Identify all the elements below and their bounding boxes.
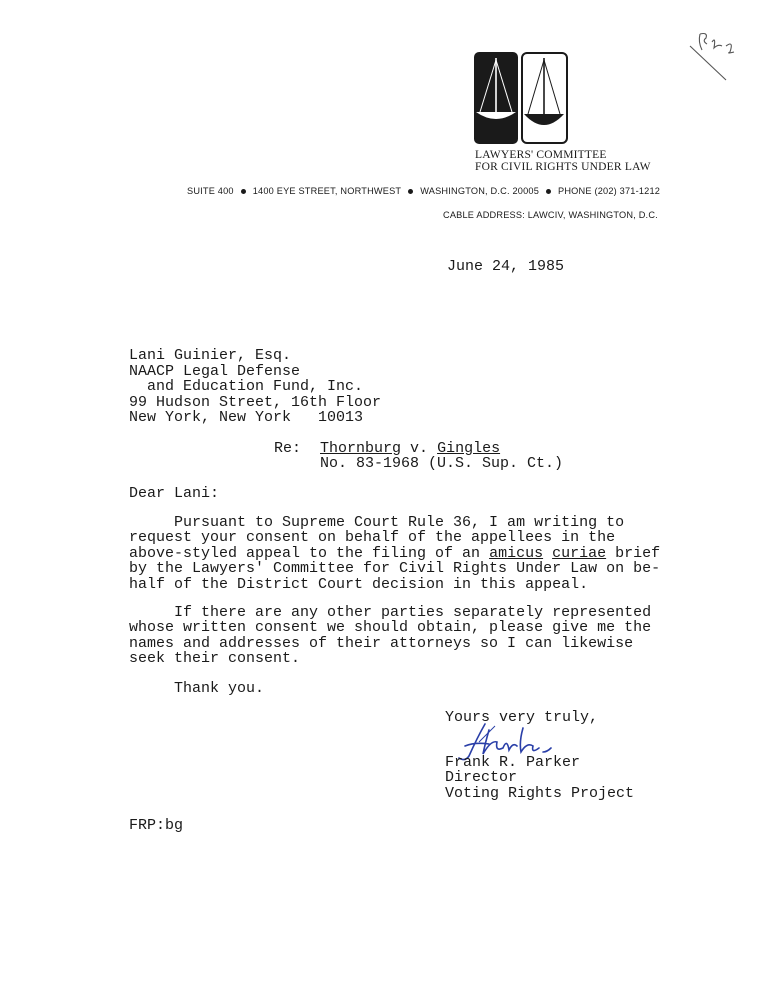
signer-department: Voting Rights Project	[445, 785, 635, 802]
closing: Yours very truly,	[445, 709, 599, 726]
re-label: Re:	[274, 440, 302, 457]
address-phone: PHONE (202) 371-1212	[558, 186, 661, 196]
address-street: 1400 EYE STREET, NORTHWEST	[252, 186, 402, 196]
reference-initials: FRP:bg	[129, 817, 184, 834]
recipient-line1: Lani Guinier, Esq.	[129, 347, 292, 364]
signer-name: Frank R. Parker	[445, 754, 581, 771]
paragraph2-line4: seek their consent.	[129, 650, 301, 667]
org-name-line1: LAWYERS' COMMITTEE	[475, 149, 607, 161]
signer-title: Director	[445, 769, 518, 786]
thank-you: Thank you.	[129, 680, 265, 697]
paragraph1-line2: request your consent on behalf of the appellees in the	[129, 529, 616, 546]
paragraph2-line1: If there are any other parties separately represented	[129, 604, 652, 621]
handwritten-initials	[688, 28, 748, 84]
bullet-icon	[546, 189, 551, 194]
paragraph1-line5: half of the District Court decision in this appeal.	[129, 576, 589, 593]
bullet-icon	[241, 189, 246, 194]
letterhead-address	[187, 186, 660, 196]
paragraph1-line4: by the Lawyers' Committee for Civil Rights Under Law on be-	[129, 560, 661, 577]
bullet-icon	[408, 189, 413, 194]
curiae-text: curiae	[552, 545, 607, 562]
salutation: Dear Lani:	[129, 485, 220, 502]
org-name-line2: FOR CIVIL RIGHTS UNDER LAW	[475, 161, 651, 173]
cable-address: CABLE ADDRESS: LAWCIV, WASHINGTON, D.C.	[443, 210, 658, 220]
recipient-line3: and Education Fund, Inc.	[129, 378, 364, 395]
paragraph1-line1: Pursuant to Supreme Court Rule 36, I am writing to	[129, 514, 625, 531]
address-city: WASHINGTON, D.C. 20005	[420, 186, 540, 196]
case-defendant: Gingles	[437, 440, 501, 457]
amicus-text: amicus	[489, 545, 544, 562]
paragraph1-line3-post: brief	[606, 545, 661, 562]
recipient-line5: New York, New York 10013	[129, 409, 364, 426]
lawyers-committee-logo	[474, 52, 568, 144]
letter-date: June 24, 1985	[447, 258, 565, 275]
recipient-line4: 99 Hudson Street, 16th Floor	[129, 394, 382, 411]
case-v: v.	[410, 440, 429, 457]
paragraph2-line2: whose written consent we should obtain, please give me the	[129, 619, 652, 636]
paragraph2-line3: names and addresses of their attorneys so I can likewise	[129, 635, 634, 652]
address-suite: SUITE 400	[187, 186, 234, 196]
recipient-line2: NAACP Legal Defense	[129, 363, 301, 380]
re-case-number: No. 83-1968 (U.S. Sup. Ct.)	[320, 455, 564, 472]
paragraph1-line3-pre: above-styled appeal to the filing of an	[129, 545, 490, 562]
case-plaintiff: Thornburg	[320, 440, 402, 457]
